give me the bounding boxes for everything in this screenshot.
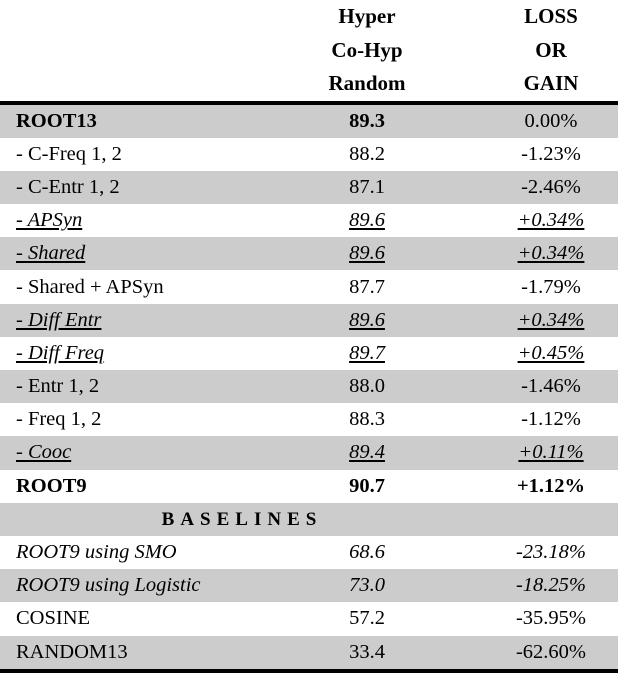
row-label: - Shared + APSyn bbox=[16, 275, 164, 298]
row-change: -23.18% bbox=[515, 541, 587, 564]
row-change: +1.12% bbox=[516, 474, 586, 497]
table-row bbox=[0, 270, 618, 303]
row-change: +0.45% bbox=[517, 341, 585, 364]
row-label: RANDOM13 bbox=[16, 640, 128, 663]
row-label: - Shared bbox=[16, 242, 86, 265]
row-label: - C-Freq 1, 2 bbox=[16, 142, 122, 165]
row-score: 57.2 bbox=[349, 607, 385, 630]
row-change: -1.23% bbox=[521, 142, 581, 165]
table-row bbox=[0, 103, 618, 138]
table-row bbox=[0, 204, 618, 237]
row-score: 90.7 bbox=[349, 474, 385, 497]
row-label: ROOT9 using Logistic bbox=[16, 574, 201, 597]
row-label: - APSyn bbox=[16, 209, 83, 232]
row-change: -2.46% bbox=[521, 175, 581, 198]
table-row bbox=[0, 470, 618, 503]
header-feature bbox=[0, 0, 250, 34]
table-row bbox=[0, 370, 618, 403]
row-score: 88.0 bbox=[349, 375, 385, 398]
row-change: +0.34% bbox=[517, 209, 585, 232]
row-score: 87.1 bbox=[349, 175, 385, 198]
table-row bbox=[0, 237, 618, 270]
row-label: COSINE bbox=[16, 607, 91, 630]
table-body bbox=[0, 103, 618, 671]
row-label: - Diff Entr bbox=[16, 308, 102, 331]
row-score: 33.4 bbox=[349, 640, 385, 663]
row-score: 87.7 bbox=[349, 275, 385, 298]
row-label: - Freq 1, 2 bbox=[16, 408, 102, 431]
table-row bbox=[0, 171, 618, 204]
table-header bbox=[0, 0, 618, 103]
table-row bbox=[0, 304, 618, 337]
row-score: 68.6 bbox=[349, 541, 385, 564]
row-change: +0.11% bbox=[518, 441, 584, 464]
header-change-line1: LOSS bbox=[524, 4, 578, 28]
row-label: - Diff Freq bbox=[16, 341, 105, 364]
row-change: -1.79% bbox=[521, 275, 581, 298]
row-score: 89.7 bbox=[349, 341, 385, 364]
row-score: 89.6 bbox=[349, 209, 385, 232]
header-change-line3: GAIN bbox=[484, 67, 618, 103]
table-row bbox=[0, 569, 618, 602]
baselines-section-row bbox=[0, 503, 618, 536]
header-blank bbox=[0, 34, 250, 68]
table-row bbox=[0, 602, 618, 635]
blank-cell bbox=[484, 503, 618, 536]
row-change: -1.12% bbox=[521, 408, 581, 431]
row-change: +0.34% bbox=[517, 242, 585, 265]
row-label: - C-Entr 1, 2 bbox=[16, 175, 120, 198]
row-change: -1.46% bbox=[521, 375, 581, 398]
row-change: +0.34% bbox=[517, 308, 585, 331]
table-row bbox=[0, 403, 618, 436]
header-score-line3: Random bbox=[250, 67, 484, 103]
table-row bbox=[0, 636, 618, 671]
table-row bbox=[0, 536, 618, 569]
header-score-line2: Co-Hyp bbox=[331, 37, 403, 62]
row-score: 73.0 bbox=[349, 574, 385, 597]
row-change: -62.60% bbox=[515, 640, 587, 663]
table-row bbox=[0, 436, 618, 469]
table-row bbox=[0, 138, 618, 171]
row-score: 88.2 bbox=[349, 142, 385, 165]
header-score-line1: Hyper bbox=[338, 4, 396, 28]
row-score: 89.6 bbox=[349, 308, 385, 331]
row-label: - Cooc bbox=[16, 441, 72, 464]
row-score: 88.3 bbox=[349, 408, 385, 431]
row-change: -35.95% bbox=[515, 607, 587, 630]
row-label: ROOT9 using SMO bbox=[16, 541, 177, 564]
header-change-line2: OR bbox=[535, 37, 567, 62]
row-score: 89.3 bbox=[349, 109, 385, 132]
row-label: - Entr 1, 2 bbox=[16, 375, 100, 398]
row-score: 89.6 bbox=[349, 242, 385, 265]
row-label: ROOT9 bbox=[16, 474, 87, 497]
table-row bbox=[0, 337, 618, 370]
baselines-title: BASELINES bbox=[161, 508, 323, 530]
row-score: 89.4 bbox=[349, 441, 385, 464]
row-change: 0.00% bbox=[524, 109, 578, 132]
row-change: -18.25% bbox=[515, 574, 587, 597]
header-blank bbox=[0, 67, 250, 103]
row-label: ROOT13 bbox=[16, 109, 97, 132]
